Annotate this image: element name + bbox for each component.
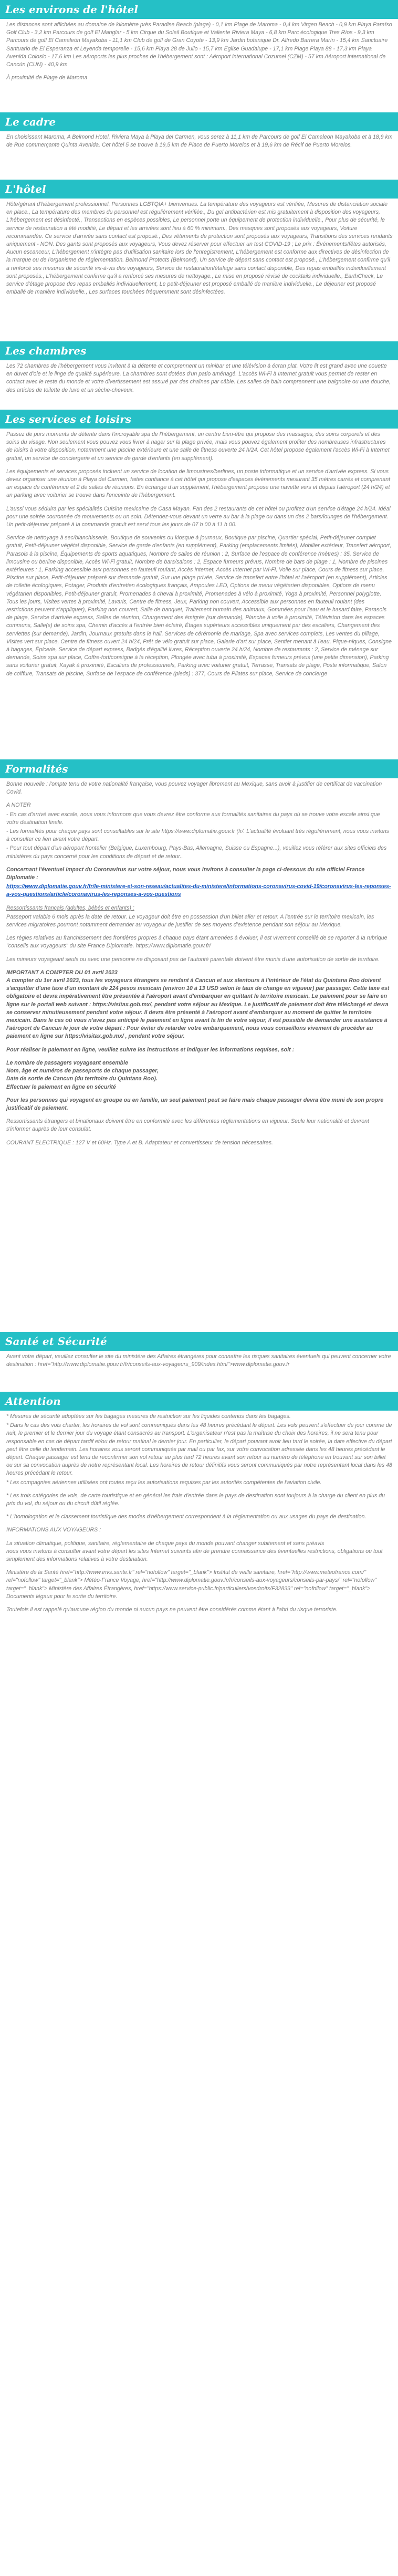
attention-infos-title: INFORMATIONS AUX VOYAGEURS : [6, 1527, 101, 1534]
section-services [0, 410, 398, 759]
section-body-formalites [0, 778, 398, 1332]
environs-proximity: À proximité de Plage de Maroma [6, 75, 88, 81]
section-chambres [0, 341, 398, 410]
cadre-text: En choisissant Maroma, A Belmond Hotel, Riviera Maya à Playa del Carmen, vous serez à 11,1 km de Parcours de golf El Camaleon Mayakoba et à 18,9 km de Rue commerçante Quinta Avenida. Cet hôtel 5 se trouve à 19,5 km de Place de Puerto Morelos et à 19,6 km de Récif de Puerto Morelos. [6, 134, 393, 149]
section-title-attention: Attention [0, 1392, 398, 1411]
section-formalites [0, 759, 398, 1332]
services-spa: Passez de purs moments de détente dans l'incroyable spa de l'hébergement, un centre bien-être qui propose des massages, des soins corporels et des soins du visage. Non seulement vous pouvez vous livrer à nager sur la plage privée, mais vous pouvez également profiter des nombreuses infrastructures de loisirs à votre disposition, notamment une piscine extérieure et une salle de fitness ouverte 24 h/24. Cet hôtel propose également l'accès Wi-Fi à Internet gratuit, un service de conciergerie et un service de garde d'enfants (en supplément). [6, 431, 390, 462]
attention-homologation: * L'homologation et le classement touristique des modes d'hébergement correspondent à la réglementation ou aux usages du pays de destination. [6, 1514, 366, 1520]
attention-terrorisme: Toutefois il est rappelé qu'aucune région du monde ni aucun pays ne peuvent être considérés comme étant à l'abri du risque terroriste. [6, 1607, 338, 1613]
attention-vols: * Dans le cas des vols charter, les horaires de vol sont communiqués dans les 48 heures précédant le départ. Les vols peuvent s'effectuer de jour comme de nuit, le premier et le dernier jour du voyage étant consacrés au transport. L'organisateur n'est pas la maîtrise du choix des horaires, il ne sera tenu pour responsable en cas de départ tardif et/ou de retour matinal le dernier jour. En particulier, le départ pouvant avoir lieu tard le soirée, la date effective du départ peut être celle du lendemain. Les horaires vous seront communiqués par mail ou par fax, sur votre convocation adressée dans les 48 heures précédant le départ. Chaque passager est tenu de reconfirmer son vol retour au plus tard 72 heures avant son retour au numéro de téléphone en trouvant sur son billet ou sur sa convocation auprès de notre représentant local. Les horaires de retour définitifs vous seront communiqués par notre représentant local dans les 48 heures précédant le retour. [6, 1422, 392, 1477]
attention-bagages: * Mesures de sécurité adoptées sur les bagages mesures de restriction sur les liquides contenus dans les bagages. [6, 1413, 291, 1420]
formalites-important: IMPORTANT A COMPTER DU 01 avril 2023 [6, 969, 118, 976]
formalites-etrangers: Ressortissants étrangers et binationaux doivent être en conformité avec les différentes réglementations en vigueur. Seule leur nationalité et devront s'informer auprès de leur consulat. [6, 1118, 369, 1133]
formalites-taxe: A compter du 1er avril 2023, tous les voyageurs étrangers se rendant à Cancun et aux alentours à l'intérieur de l'état du Quintana Roo doivent s'acquitter d'une taxe d'un montant de 224 pesos mexicain (environ 10 à 13 USD selon le taux de change en vigueur) par passager. Cette taxe est obligatoire et devra impérativement être présentée à l'aéroport avant d'embarquer en quittant le territoire mexicain. Le paiement pour se faire en ligne sur le portail web suivant : https://visitax.gob.mx/, pendant votre séjour au Mexique. Le justificatif de paiement doit être téléchargé et devra se conserver minutieusement pendant votre séjour. Il devra être présenté à l'aéroport avant d'embarquer au moment de quitter le territoire mexicain. Dans le cas où vous n'avez pas anticipé le paiement en ligne avant la fin de votre séjour, il est possible de demander une assistance à l'aéroport de Cancun le jour de votre départ : Pour éviter de retarder votre embarquement, nous vous conseillons vivement de procéder au paiement en ligne sur https://visitax.gob.mx/ , pendant votre séjour. [6, 977, 390, 1040]
attention-liens[interactable]: Ministère de la Santé href="http://www.invs.sante.fr" rel="nofollow" target="_blank"> Institut de veille sanitaire, href="http://www.meteofrance.com/" rel="nofollow" target="_blank"> Météo-France Voyage, href="http://www.diplomatie.gouv.fr/fr/conseils-aux-voyageurs/conseils-par-pays/" rel="nofollow" target="_blank"> Ministère des Affaires Étrangères, href="https://www.service-public.fr/particuliers/vosdroits/F32833" rel="nofollow" target="_blank"> Documents légaux pour la sortie du territoire. [6, 1569, 376, 1600]
section-cadre [0, 112, 398, 180]
section-title-chambres: Les chambres [0, 341, 398, 360]
section-body-attention [0, 1411, 398, 2565]
services-equipements: Les équipements et services proposés incluent un service de location de limousines/berlines, un poste informatique et un service d'arrivée express. Si vous devez organiser une réunion à Playa del Carmen, faites confiance à cet hôtel qui propose d'espaces événements mesurant 35 mètres carrés et comprenant un espace de conférence et 2 de salles de réunions. En échange d'un supplément, l'hébergement propose une navette vers et depuis l'aéroport (24 h/24) et un parking avec voiturier se trouve dans l'enceinte de l'hébergement. [6, 468, 391, 499]
formalites-courant: COURANT ELECTRIQUE : 127 V et 60Hz. Type A et B. Adaptateur et convertisseur de tension nécessaires. [6, 1139, 273, 1146]
section-title-cadre: Le cadre [0, 112, 398, 131]
chambres-text: Les 72 chambres de l'hébergement vous invitent à la détente et comprennent un minibar et une télévision à écran plat. Votre lit est grand avec une couette en duvet d'oie et le linge de qualité supérieure. La chambres sont dotées d'un patio aménagé. L'accès Wi-Fi à Internet gratuit vous permet de rester en contact avec le reste du monde et votre divertissement est assuré par des chaînes par câble. Les salles de bain comprennent une baignoire ou une douche, des articles de toilette de luxe et un sèche-cheveux. [6, 363, 391, 393]
formalites-intro: Bonne nouvelle : l'ompte tenu de votre nationalité française, vous pouvez voyager librement au Mexique, sans avoir à justifier de certificat de vaccination Covid. [6, 781, 382, 796]
services-restaurants: L'aussi vous séduira par les spécialités Cuisine mexicaine de Casa Mayan. Fan des 2 restaurants de cet hôtel ou profitez d'un service d'étage 24 h/24. Idéal pour une soirée couronnée de mouvements ou un soin. Détendez-vous devant un verre au bar à la plage ou dans un des 2 bars/lounges de l'hébergement. Un petit-déjeuner préparé à la commande gratuit est servi tous les jours de 07 h 00 à 11 h 00. [6, 505, 391, 528]
formalites-escale: - En cas d'arrivé avec escale, nous vous informons que vous devrez être conforme aux formalités sanitaires du pays où se trouve votre escale ainsi que votre destination finale. [6, 811, 380, 826]
section-title-services: Les services et loisirs [0, 410, 398, 429]
formalites-paiement: Pour réaliser le paiement en ligne, veuillez suivre les instructions et indiquer les informations requises, soit : [6, 1046, 295, 1053]
sante-text: Avant votre départ, veuillez consulter le site du ministère des Affaires étrangères pour connaître les risques sanitaires éventuels qui peuvent concerner votre destination : href="http://www.diplomatie.gouv.fr/fr/conseils-aux-voyageurs_909/index.html">www.diplomatie.gouv.fr [6, 1353, 391, 1368]
formalites-passeport: Passeport valable 6 mois après la date de retour. Le voyageur doit être en possession d'un billet aller et retour. A l'entrée sur le territoire mexicain, les services migratoires pourront notamment demander au voyageur de justifier de ses moyens d'existence pendant son séjour au Mexique. [6, 913, 374, 929]
hotel-text: Hôte/gérant d'hébergement professionnel. Personnes LGBTQIA+ bienvenues. La température des voyageurs est vérifiée, Mesures de distanciation sociale en place., La température des membres du personnel est régulièrement vérifiée., Du gel antibactérien est mis gratuitement à disposition des voyageurs, L'hébergement est désinfecté., Transactions en espèces possibles, Le personnel porte un équipement de protection individuelle., Pour plus de sécurité, le service de restauration a été modifié, Le départ et les arrivées sont lieu à 60 % minimum., Des masques sont proposés aux voyageurs, Voiture recommandée. Ce service d'arrivée sans contact est proposé., Des vêtements de protection sont proposés aux voyageurs, Transitions des services rendants uniquement - NON. Des gants sont proposés aux voyageurs, Vous devez réserver pour effectuer un test COVID-19 ; Le prix : Événements/fêtes autorisés, Aucun escanceur, L'hébergement n'intègre pas d'utilisation sanitaire lors de l'enregistrement, L'hébergement est conforme aux directives de désinfection de la marque ou de l'organisme de réglementation. Belmond Protects (Belmond), Un service de départ sans contact est proposé., L'hébergement confirme qu'il a renforcé ses mesures de sécurité vis-à-vis des voyageurs, Service de restauration/étalage sans contact disponible, Des repas emballés individuellement sont proposés., L'hébergement confirme qu'il a renforcé ses mesures de nettoyage., Le mise en proposé révisé de cocktails individuelle., EarthCheck, Le service d'étage propose des repas emballés individuellement, Le petit-déjeuner est proposé emballé de manière individuelle., Le déjeuner est proposé emballé de manière individuelle., Les surfaces touchées fréquemment sont désinfectées. [6, 201, 393, 296]
section-title-formalites: Formalités [0, 759, 398, 778]
section-attention [0, 1392, 398, 2565]
attention-compagnies: * Les compagnies aériennes utilisées ont toutes reçu les autorisations requises par les autorités compétentes de l'aviation civile. [6, 1479, 322, 1486]
section-body-cadre [0, 131, 398, 180]
formalites-ressortissants-title: Ressortissants français (adultes, bébés et enfants) : [6, 904, 134, 911]
section-environs [0, 0, 398, 112]
formalites-coronavirus: Concernant l'éventuel impact du Coronavirus sur votre séjour, nous vous invitons à consulter la page ci-dessous du site officiel France Diplomatie : [6, 866, 365, 881]
attention-frais: * Les trois catégories de vols, de carte touristique et en général les frais d'entrée dans le pays de destination sont toujours à la charge du client en plus du prix du vol, du séjour ou du circuit dûtil réglée. [6, 1492, 385, 1507]
formalites-a-noter: A NOTER [6, 802, 31, 809]
services-list: Service de nettoyage à sec/blanchisserie, Boutique de souvenirs ou kiosque à journaux, Boutique par piscine, Quartier spécial, Petit-déjeuner complet gratuit, Petit-déjeuner végétal disponible, Service de garde d'enfants (en supplément), Parking (emplacements limités), Mobilier extérieur, Transfert aéroport, Parasols à la piscine, Équipements de sports aquatiques, Nombre de salles de réunion : 2, Surface de l'espace de conférence (mètres) : 35, Service de limousine ou berline disponible, Accès Wi-Fi gratuit, Nombre de bars/salons : 2, Espace fumeurs prévus, Nombre de bars de plage : 1, Nombre de piscines extérieures : 1, Parking accessible aux personnes en fauteuil roulant, Accès Internet, Accès Internet par Wi-Fi, Voile sur place, Cours de fitness sur place, Piscine sur place, Petit-déjeuner préparé sur demande gratuit, Sur une plage privée, Service de transfert entre l'hôtel et l'aéroport (en supplément), Articles de toilette écologiques, Potager, Produits d'entretien écologiques français, Ampoules LED, Options de menu végétarien disponibles, Options de menu végétarien disponibles, Petit-déjeuner gratuit, Promenades à cheval à proximité, Promenades à vélo à proximité, Yoga à proximité, Personnel polyglotte, Tous les jours, Visites vertes à proximité, Lavaris, Centre de fitness, Jeux, Parking non couvert, Accessible aux personnes en fauteuil roulant (des restrictions peuvent s'appliquer), Parking non couvert, Salle de banquet, Traitement humain des animaux, Gommées pour l'eau et le hasard faire, Parasols de plage, Service d'arrivée express, Salles de réunion, Chargement des émigrés (sur demande), Planche à voile à proximité, Télévision dans les espaces communs, Salle(s) de soins spa, Chemin d'accès à l'entrée bien éclairé, Étages supérieurs accessibles uniquement par des escaliers, Changement des serviettes (sur demande), Jardin, Journaux gratuits dans le hall, Services de cérémonie de mariage, Spa avec services complets, Les ventes du pillage, Visites vert sur place, Centre de fitness ouvert 24 h/24, Prêt de vélo gratuit sur place, Galerie d'art sur place, Sentier menant à l'eau, Pique-niques, Consigne à bagages, Épicerie, Service de départ express, Badgés d'égalité livres, Réception ouverte 24 h/24, Nombre de restaurants : 2, Service de ménage sur demande, Soins spa sur place, Coffre-fort/consigne à la réception, Plongée avec tuba à proximité, Espaces fumeurs prévus (une petite dimension), Parking sans voiturier gratuit, Kayak à proximité, Escaliers de professionnels, Parking avec voiturier gratuit, Terrasse, Transats de plage, Poste informatique, Salon de coiffure, Transats de piscine, Surface de l'espace de conférence (pieds) : 377, Cours de Pilates sur place, Service de concierge [6, 535, 392, 677]
section-body-services [0, 429, 398, 759]
section-body-chambres [0, 360, 398, 410]
section-body-sante [0, 1351, 398, 1392]
section-title-hotel: L'hôtel [0, 180, 398, 199]
formalites-groupe: Pour les personnes qui voyagent en groupe ou en famille, un seul paiement peut se faire mais chaque passager devra être muni de son propre justificatif de paiement. [6, 1097, 384, 1111]
section-sante [0, 1332, 398, 1392]
formalites-site: - Les formalités pour chaque pays sont consultables sur le site https://www.diplomatie.gouv.fr (fr/. L'actualité évoluant très régulièrement, nous vous invitons à consulter ce lien avant votre départ. [6, 828, 390, 843]
attention-situation: La situation climatique, politique, sanitaire, réglementaire de chaque pays du monde pouvant changer subitement et sans préavis nous vous invitons à consulter avant votre départ les sites Internet suivants afin de prendre connaissance des éventuelles restrictions, obligations ou tout simplement des informations relatives à votre destination. [6, 1540, 383, 1563]
section-title-sante: Santé et Sécurité [0, 1332, 398, 1351]
formalites-coronavirus-link[interactable]: https://www.diplomatie.gouv.fr/fr/le-ministere-et-son-reseau/actualites-du-ministere/informations-coronavirus-covid-19/coronavirus-les-reponses-a-vos-questions/article/coronavirus-les-reponses-a-vos-questions [6, 883, 391, 898]
formalites-frontalier: - Pour tout départ d'un aéroport frontalier (Belgique, Luxembourg, Pays-Bas, Allemagne, Suisse ou Espagne...), veuillez vous référer aux sites officiels des ministères du pays concerné pour les conditions de départ et de retour.. [6, 845, 387, 860]
section-body-hotel [0, 199, 398, 341]
formalites-mineurs: Les mineurs voyageant seuls ou avec une personne ne disposant pas de l'autorité parentale doivent être munis d'une autorisation de sortie de territoire. [6, 956, 380, 963]
section-title-environs: Les environs de l'hôtel [0, 0, 398, 19]
formalites-paiement-list: Le nombre de passagers voyageant ensemble Nom, âge et numéros de passeports de chaque passager, Date de sortie de Cancun (du territoire du Quintana Roo). Effectuer le paiement en ligne en sécurité [6, 1059, 159, 1090]
section-body-environs [0, 19, 398, 112]
environs-distances: Les distances sont affichées au domaine de kilomètre près Paradise Beach (plage) - 0,1 km Plage de Maroma - 0,4 km Virgen Beach - 0,9 km Playa Paraíso Golf Club - 3,2 km Parcours de golf El Manglar - 5 km Cirque du Soleil Boutique et Valiente Riviera Maya - 6,8 km Parc écologique Tres Ríos - 9,3 km Parcours de golf El Camaleón Mayakoba - 11,1 km Club de golf de Gran Coyote - 13,9 km Jardin botanique Dr. Alfredo Barrera Marín - 15,4 km Sanctuaire Santuario de El Esperanza et Leyenda temporelle - 15,6 km Playa 28 de Julio - 15,7 km Eglise Guadalupe - 17,1 km Plage Playa 88 - 17,3 km Playa Avenida Colosio - 17,6 km Les aéroports les plus proches de l'hébergement sont : Aéroport international Cozumel (CZM) - 57 km Aéroport international de Cancún (CUN) - 40,9 km [6, 22, 392, 68]
formalites-regles: Les règles relatives au franchissement des frontières propres à chaque pays étant amenées à évoluer, il est vivement conseillé de se reporter à la rubrique "conseils aux voyageurs" du site France Diplomatie. https://www.diplomatie.gouv.fr/ [6, 935, 387, 950]
section-hotel [0, 180, 398, 341]
